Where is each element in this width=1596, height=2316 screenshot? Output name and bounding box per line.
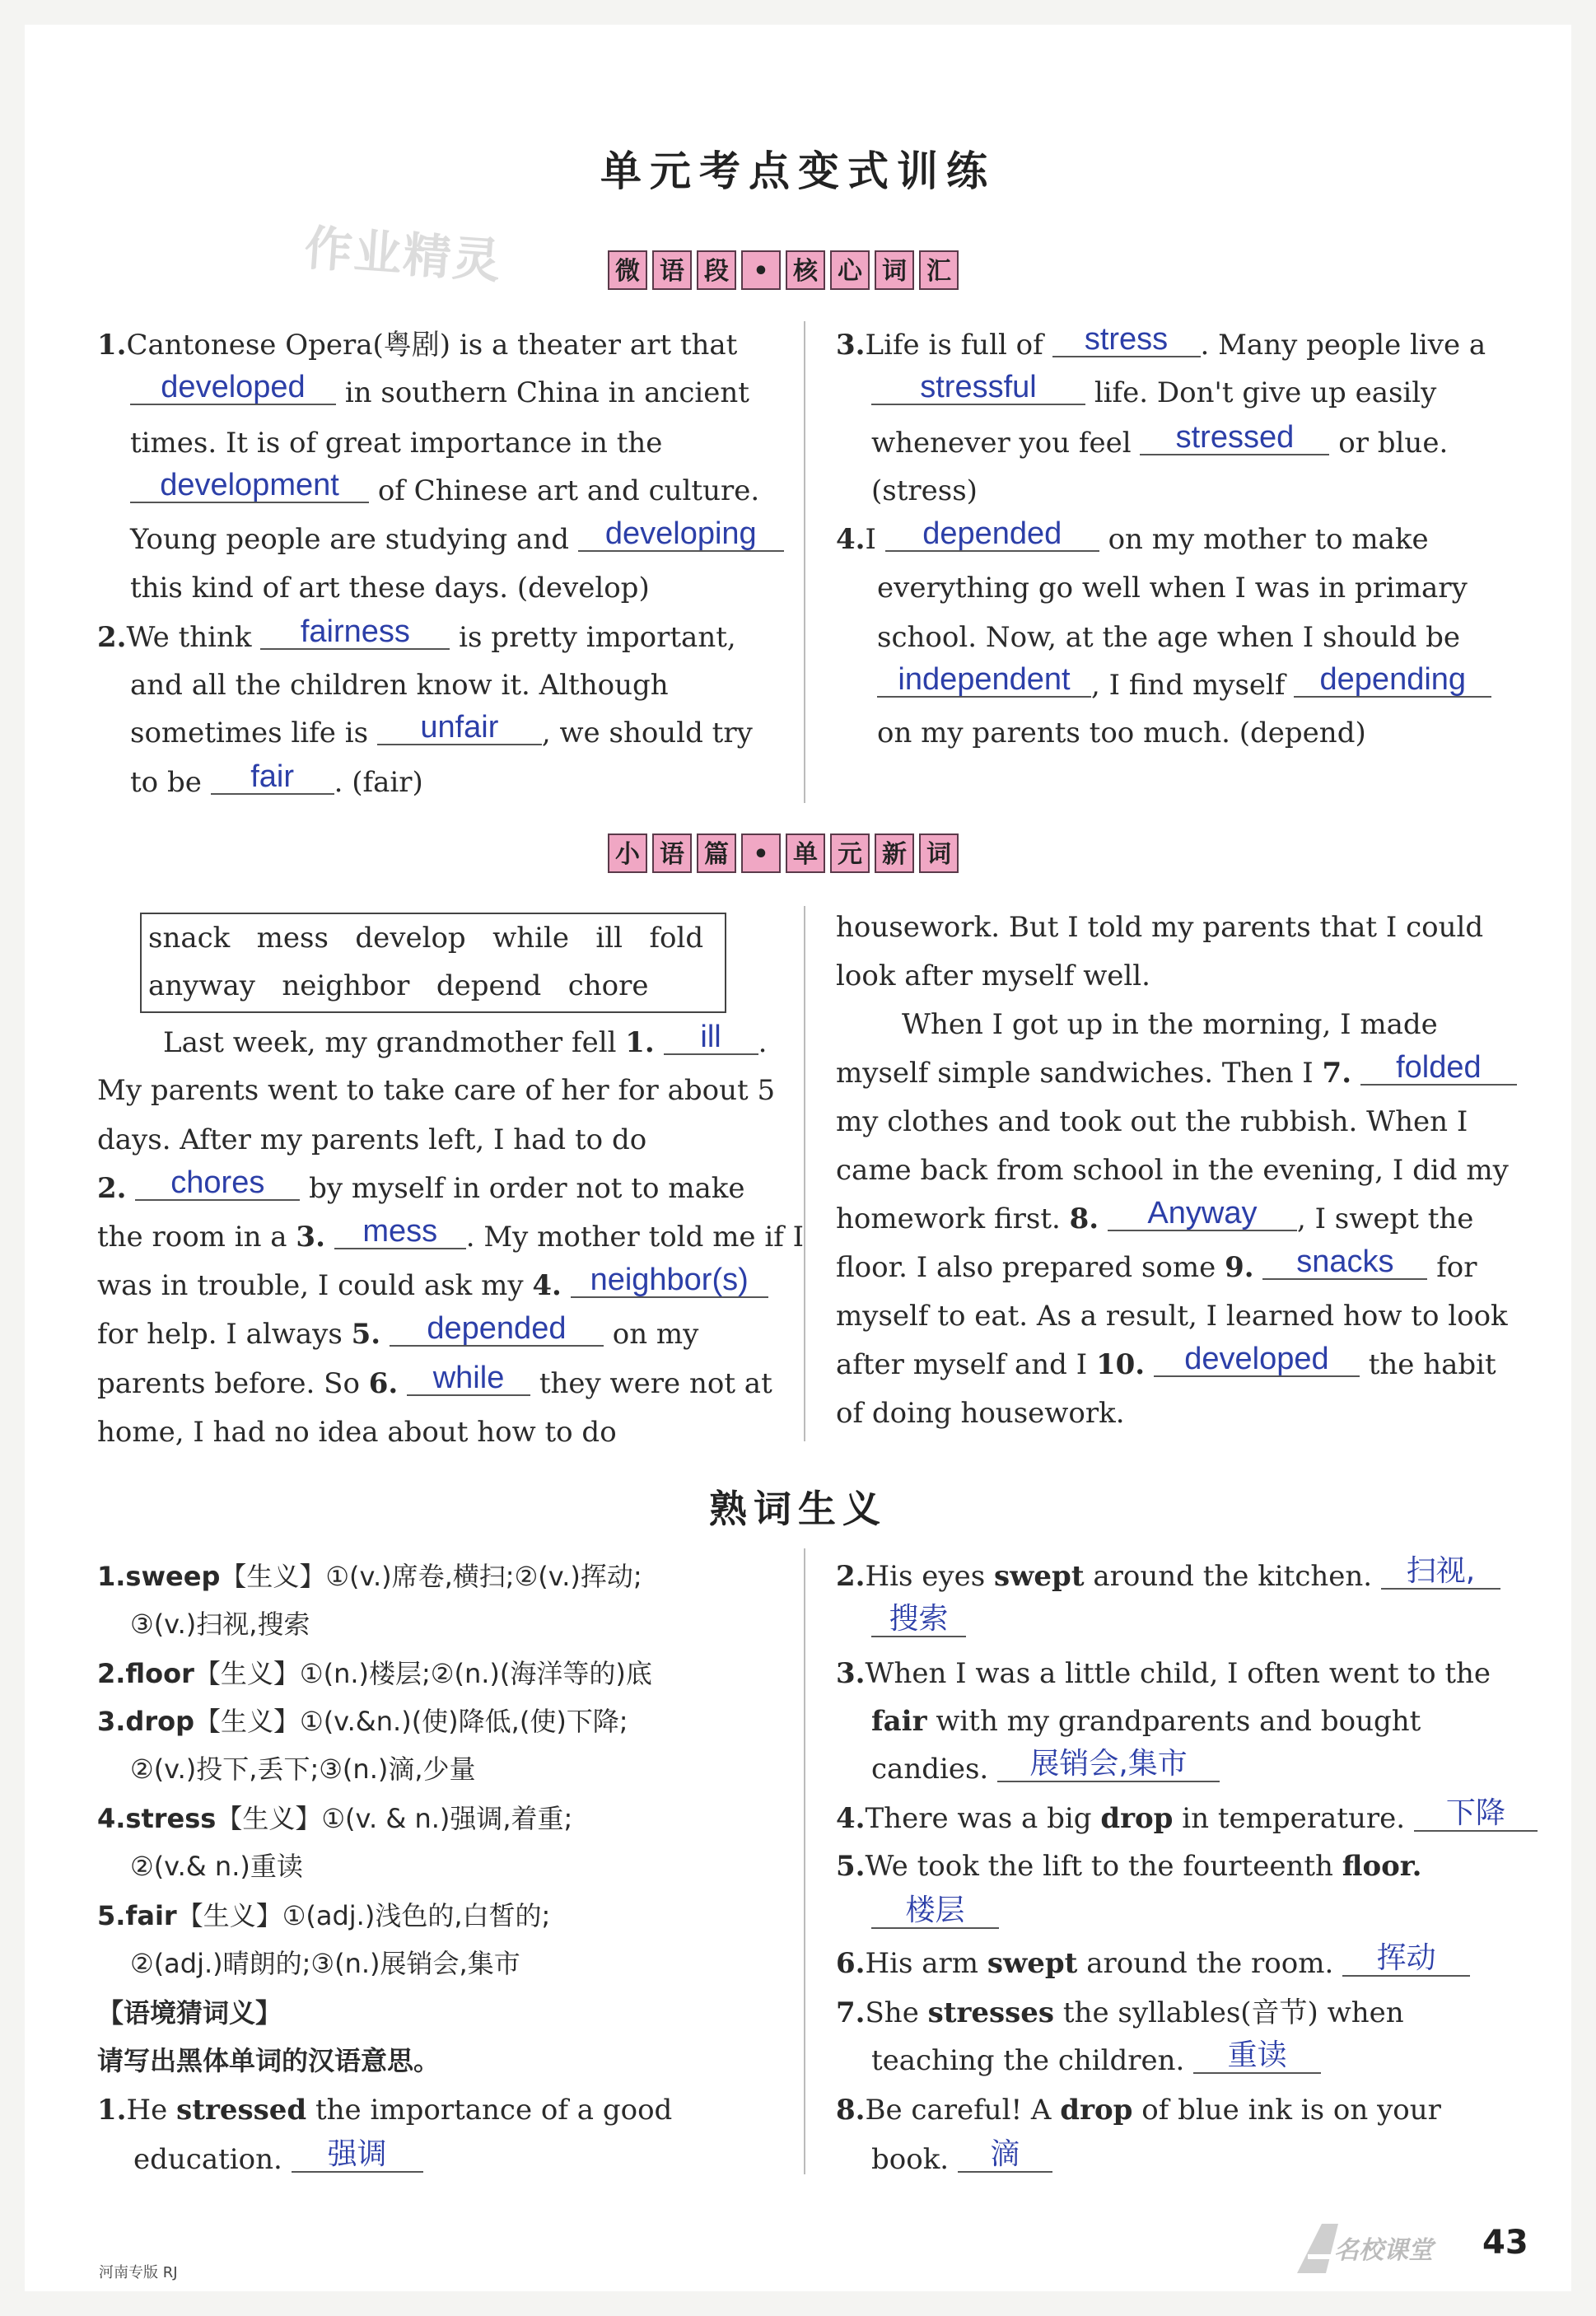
text-line: His arm [865,1947,979,1980]
question-number: 8. [836,2094,866,2127]
answer-blank[interactable]: stressed [1140,421,1329,455]
question-number: 6. [836,1947,866,1980]
text-line: . My mother told me if I [465,1221,805,1254]
text-line: to be [130,766,202,799]
section1-badge [608,250,959,290]
answer-blank[interactable]: while [407,1361,530,1396]
badge-char: 小 [608,833,647,873]
text-line: they were not at [539,1367,772,1400]
bold-word: drop [1100,1802,1174,1835]
page-title: 单元考点变式训练 [600,147,996,195]
def-text: 【生义】①(v.)席卷,横扫;②(v.)挥动; [220,1561,642,1592]
text-line: around the kitchen. [1093,1560,1373,1593]
text-line: whenever you feel [871,427,1132,460]
text-line: Cantonese Opera(粤剧) is a theater art that [126,329,738,362]
text-line: There was a big [865,1802,1092,1835]
text-line: When I got up in the morning, I made [902,1008,1438,1041]
badge-char: 微 [608,250,647,290]
word-bank-row: anyway neighbor depend chore [148,969,649,1002]
answer-blank[interactable]: 楼层 [871,1894,999,1929]
text-line: my clothes and took out the rubbish. When I [836,1105,1468,1138]
answer-blank[interactable]: mess [334,1215,466,1249]
text-line: was in trouble, I could ask my [97,1269,524,1302]
text-line: She [865,1996,919,2029]
text-line: school. Now, at the age when I should be [877,621,1461,654]
answer-blank[interactable]: independent [877,663,1091,698]
def-word: drop [125,1706,194,1737]
text-line: for [1436,1251,1477,1284]
text-line: look after myself well. [836,960,1150,992]
answer-blank[interactable]: stress [1052,323,1201,357]
question-number: 7. [836,1996,866,2029]
text-line: came back from school in the evening, I did my [836,1154,1509,1187]
text-line: with my grandparents and bought [936,1705,1421,1738]
text-line: around the room. [1086,1947,1334,1980]
bold-word: floor. [1342,1850,1422,1883]
blank-number: 9. [1225,1251,1254,1284]
text-line: the importance of a good [315,2094,673,2127]
badge-char: 词 [875,250,914,290]
def-text: 【生义】①(v.&n.)(使)降低,(使)下降; [194,1706,628,1737]
answer-blank[interactable]: 重读 [1193,2039,1321,2074]
text-line: candies. [871,1753,989,1786]
badge-char: 语 [652,250,692,290]
blank-number: 2. [97,1172,127,1205]
text-line: parents before. So [97,1367,360,1400]
text-line: the syllables(音节) when [1062,1996,1404,2029]
badge-char: • [741,250,781,290]
text-line: home, I had no idea about how to do [97,1416,617,1449]
answer-blank[interactable]: ill [664,1020,758,1055]
question-number: 3. [836,1657,866,1690]
answer-blank[interactable]: 下降 [1414,1797,1538,1832]
section3-heading: 熟词生义 [709,1487,887,1531]
bold-word: fair [871,1705,927,1738]
badge-char: 心 [830,250,870,290]
blank-number: 6. [368,1367,399,1400]
text-line: of Chinese art and culture. [377,474,760,507]
def-word: stress [125,1803,217,1834]
text-line: , we should try [541,717,753,749]
answer-blank[interactable]: neighbor(s) [571,1263,768,1298]
def-number: 5. [97,1900,126,1931]
text-line: myself simple sandwiches. Then I [836,1057,1314,1090]
answer-blank[interactable]: developed [130,371,336,405]
badge-char: 段 [697,250,736,290]
def-text: ②(v.)投下,丢下;③(n.)滴,少量 [130,1753,476,1785]
answer-blank[interactable]: 展销会,集市 [997,1748,1220,1782]
def-word: fair [125,1900,177,1931]
badge-char: 核 [786,250,825,290]
badge-char: 语 [652,833,692,873]
bold-word: drop [1060,2094,1133,2127]
text-line: homework first. [836,1202,1061,1235]
text-line: Life is full of [865,329,1043,362]
def-text: 【生义】①(v. & n.)强调,着重; [216,1803,573,1834]
def-number: 1. [97,1561,126,1592]
page-number: 43 [1482,2224,1528,2262]
badge-char: 单 [786,833,825,873]
text-line: the room in a [97,1221,287,1254]
badge-char: 篇 [697,833,736,873]
def-number: 3. [97,1706,126,1737]
text-line: is pretty important, [459,621,736,654]
answer-blank[interactable]: stressful [871,371,1085,405]
text-line: for help. I always [97,1318,343,1351]
answer-blank[interactable]: 滴 [958,2138,1052,2173]
def-text: ②(adj.)晴朗的;③(n.)展销会,集市 [130,1948,520,1979]
text-line: the habit [1368,1348,1496,1381]
word-bank [140,913,726,1013]
text-line: I [865,523,876,556]
text-line: , I find myself [1091,669,1286,702]
def-word: sweep [125,1561,221,1592]
def-number: 4. [97,1803,126,1834]
answer-blank[interactable]: developed [1154,1342,1360,1377]
question-number: 1. [97,329,127,362]
text-line: housework. But I told my parents that I could [836,911,1484,944]
question-number: 1. [97,2094,127,2127]
text-line: sometimes life is [130,717,369,749]
text-line: We took the lift to the fourteenth [865,1850,1333,1883]
answer-blank[interactable]: 挥动 [1342,1942,1470,1977]
column-divider [804,1548,805,2174]
text-line: in temperature. [1182,1802,1406,1835]
text-line: on my [612,1318,699,1351]
text-line: He [126,2094,168,2127]
bold-word: stressed [176,2094,307,2127]
question-number: 3. [836,329,866,362]
badge-char: • [741,833,781,873]
publisher-logo [1293,2220,1482,2277]
text-line: floor. I also prepared some [836,1251,1216,1284]
answer-blank[interactable]: snacks [1262,1245,1427,1280]
text-line: in southern China in ancient [344,376,749,409]
text-line: . (fair) [334,766,423,799]
blank-number: 4. [532,1269,562,1302]
answer-blank[interactable]: unfair [377,711,542,745]
badge-char: 新 [875,833,914,873]
column-divider [804,906,805,1441]
question-number: 4. [836,1802,866,1835]
question-number: 4. [836,523,866,556]
blank-number: 10. [1095,1348,1146,1381]
answer-blank[interactable]: fairness [260,615,450,650]
answer-blank[interactable]: 强调 [292,2138,423,2173]
def-text: ②(v.& n.)重读 [130,1851,303,1882]
text-line: and all the children know it. Although [130,669,669,702]
answer-blank[interactable]: developing [578,517,784,552]
answer-blank[interactable]: chores [135,1166,300,1201]
def-number: 2. [97,1658,126,1689]
text-line: times. It is of great importance in the [130,427,663,460]
column-divider [804,321,805,803]
text-line: or blue. [1338,427,1449,460]
word-bank-row: snack mess develop while ill fold [148,922,704,955]
def-text: 【生义】①(n.)楼层;②(n.)(海洋等的)底 [194,1658,652,1689]
text-line: We think [126,621,252,654]
text-line: days. After my parents left, I had to do [97,1123,647,1156]
answer-blank[interactable]: development [130,469,369,503]
def-text: 【生义】①(adj.)浅色的,白皙的; [176,1900,551,1931]
def-word: floor [125,1658,194,1689]
answer-blank[interactable]: 搜索 [871,1603,966,1637]
bold-word: swept [987,1947,1078,1980]
blank-number: 8. [1069,1202,1099,1235]
instruction: 请写出黑体单词的汉语意思。 [97,2045,441,2076]
text-line: My parents went to take care of her for about 5 [97,1074,776,1107]
blank-number: 3. [296,1221,325,1254]
text-line: after myself and I [836,1348,1088,1381]
watermark: 作业精灵 [302,219,504,290]
bold-word: swept [994,1560,1085,1593]
text-line: . [758,1026,768,1059]
text-line: on my parents too much. (depend) [877,717,1366,749]
badge-char: 词 [919,833,959,873]
text-line: His eyes [865,1560,986,1593]
logo-text: 名校课堂 [1334,2236,1433,2265]
def-text: ③(v.)扫视,搜索 [130,1609,310,1640]
text-line: of blue ink is on your [1141,2094,1441,2127]
blank-number: 1. [625,1026,655,1059]
text-line: book. [871,2143,950,2176]
text-line: Last week, my grandmother fell [163,1026,617,1059]
text-line: (stress) [871,474,978,507]
edition-label: 河南专版 RJ [99,2264,178,2281]
text-line: When I was a little child, I often went to the [865,1657,1491,1690]
blank-number: 7. [1322,1057,1352,1090]
answer-blank[interactable]: 扫视, [1381,1555,1500,1590]
text-line: teaching the children. [871,2044,1185,2077]
text-line: . Many people live a [1200,329,1486,362]
badge-char: 元 [830,833,870,873]
badge-char: 汇 [919,250,959,290]
text-line: everything go well when I was in primary [877,572,1468,605]
answer-blank[interactable]: depended [885,517,1099,552]
question-number: 2. [836,1560,866,1593]
text-line: education. [133,2143,282,2176]
text-line: , I swept the [1296,1202,1474,1235]
text-line: of doing housework. [836,1397,1125,1430]
answer-blank[interactable]: depended [390,1312,604,1347]
text-line: Be careful! A [865,2094,1052,2127]
text-line: this kind of art these days. (develop) [130,572,650,605]
text-line: Young people are studying and [130,523,569,556]
text-line: by myself in order not to make [309,1172,745,1205]
text-line: on my mother to make [1108,523,1429,556]
context-heading: 【语境猜词义】 [97,1997,282,2029]
bold-word: stresses [927,1996,1055,2029]
answer-blank[interactable]: folded [1360,1051,1517,1086]
text-line: myself to eat. As a result, I learned how to look [836,1300,1508,1333]
section2-badge [608,833,959,873]
answer-blank[interactable]: depending [1294,663,1491,698]
answer-blank[interactable]: Anyway [1108,1197,1297,1231]
blank-number: 5. [351,1318,381,1351]
question-number: 5. [836,1850,866,1883]
question-number: 2. [97,621,127,654]
answer-blank[interactable]: fair [211,760,334,795]
text-line: life. Don't give up easily [1094,376,1437,409]
